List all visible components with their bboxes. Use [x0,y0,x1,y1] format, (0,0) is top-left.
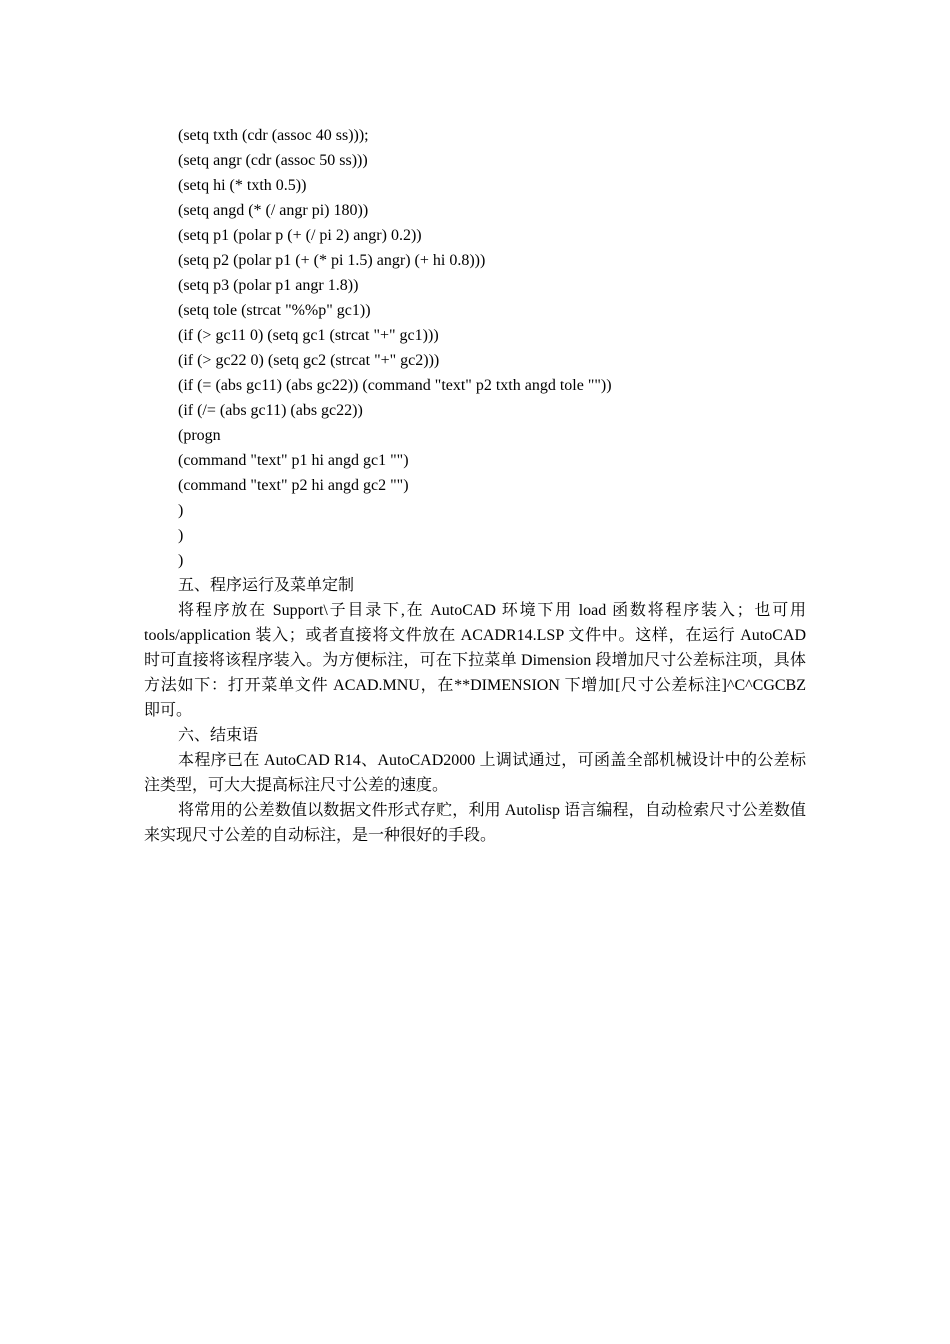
code-line: ) [178,552,184,569]
code-line: (setq txth (cdr (assoc 40 ss))); [178,127,369,144]
body-paragraph: 将常用的公差数值以数据文件形式存贮，利用 Autolisp 语言编程，自动检索尺寸公差数值来实现尺寸公差的自动标注，是一种很好的手段。 [144,802,806,844]
document-body [144,123,806,848]
code-line: (command "text" p2 hi angd gc2 "") [178,477,409,494]
section-heading: 五、程序运行及菜单定制 [178,577,355,594]
code-line: (setq p3 (polar p1 angr 1.8)) [178,277,359,294]
code-block [144,123,806,573]
code-line: (command "text" p1 hi angd gc1 "") [178,452,409,469]
code-line: (progn [178,427,221,444]
code-line: (setq angd (* (/ angr pi) 180)) [178,202,369,219]
code-line: (setq hi (* txth 0.5)) [178,177,307,194]
section-heading: 六、结束语 [178,727,259,744]
code-line: (setq p2 (polar p1 (+ (* pi 1.5) angr) (+ hi 0.8))) [178,252,486,269]
code-line: (if (> gc11 0) (setq gc1 (strcat "+" gc1))) [178,327,439,344]
body-paragraph: 将程序放在 Support\子目录下,在 AutoCAD 环境下用 load 函数将程序装入；也可用 tools/application 装入；或者直接将文件放在 ACADR14.LSP 文件中。这样，在运行 AutoCAD 时可直接将该程序装入。为方便标注，可在下拉菜单 Dimension 段增加尺寸公差标注项，具体方法如下：打开菜单文件 ACAD.MNU，在**DIMENSION 下增加[尺寸公差标注]^C^CGCBZ 即可。 [144,602,806,719]
code-line: (setq p1 (polar p (+ (/ pi 2) angr) 0.2)) [178,227,422,244]
body-paragraph: 本程序已在 AutoCAD R14、AutoCAD2000 上调试通过，可函盖全部机械设计中的公差标注类型，可大大提高标注尺寸公差的速度。 [144,752,806,794]
code-line: (if (/= (abs gc11) (abs gc22)) [178,402,363,419]
code-line: ) [178,502,184,519]
code-line: ) [178,527,184,544]
code-line: (setq angr (cdr (assoc 50 ss))) [178,152,368,169]
code-line: (if (> gc22 0) (setq gc2 (strcat "+" gc2))) [178,352,440,369]
code-line: (if (= (abs gc11) (abs gc22)) (command "text" p2 txth angd tole "")) [178,377,612,394]
code-line: (setq tole (strcat "%%p" gc1)) [178,302,371,319]
